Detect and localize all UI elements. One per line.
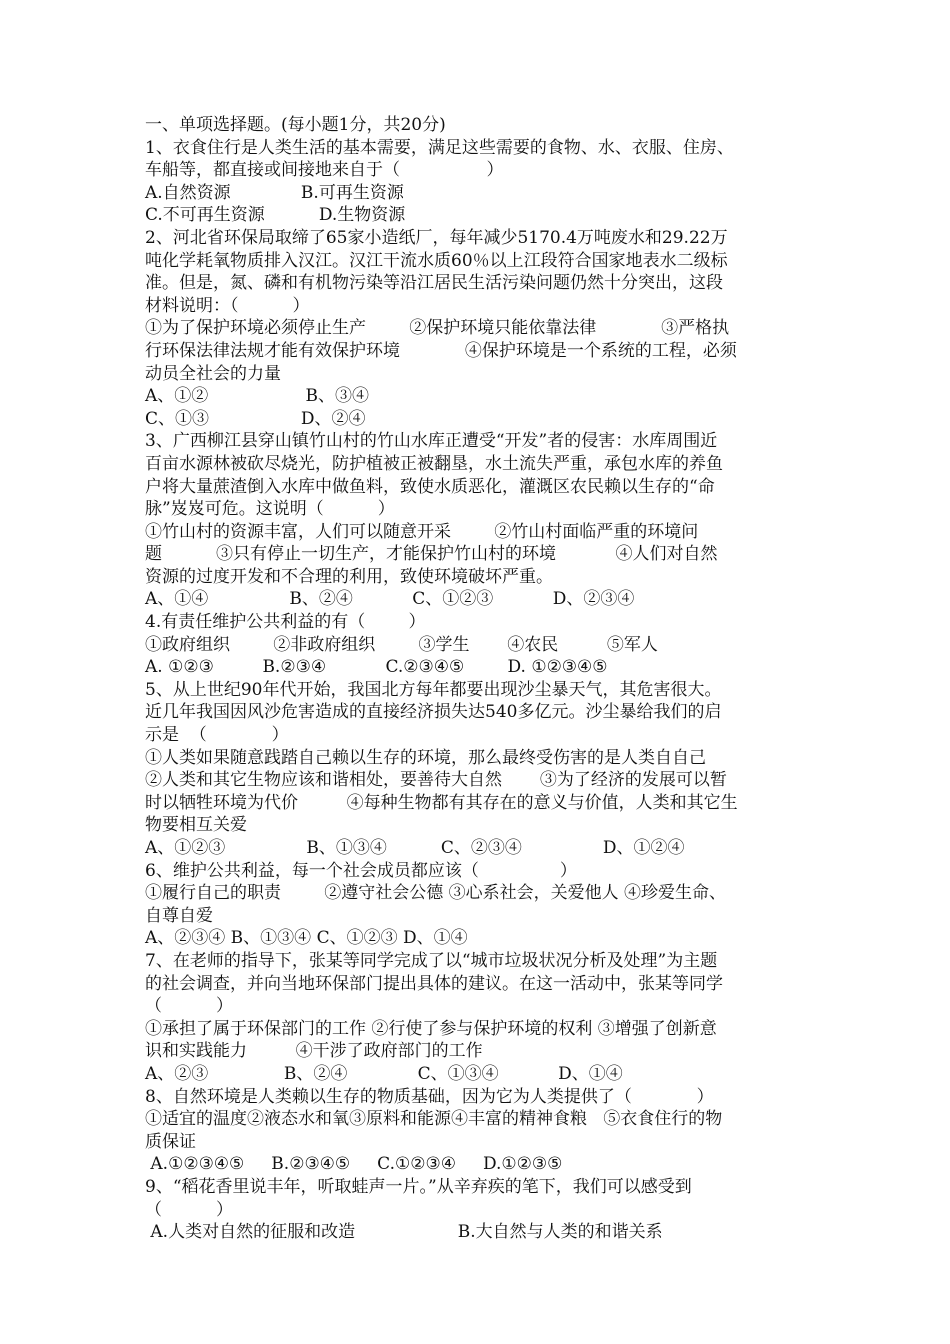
text-line: ①政府组织 ②非政府组织 ③学生 ④农民 ⑤军人 [145, 634, 658, 655]
text-line: 材料说明：（ ） [145, 295, 310, 316]
text-line: A.①②③④⑤ B.②③④⑤ C.①②③④ D.①②③⑤ [145, 1154, 563, 1175]
text-line: ①适宜的温度②液态水和氧③原料和能源④丰富的精神食粮 ⑤衣食住行的物 [145, 1109, 723, 1130]
text-line: 准。但是，氮、磷和有机物污染等沿江居民生活污染问题仍然十分突出，这段 [145, 273, 723, 294]
text-line: 行环保法律法规才能有效保护环境 ④保护环境是一个系统的工程，必须 [145, 340, 737, 361]
text-line: A、①② B、③④ [145, 386, 370, 407]
text-line: 吨化学耗氧物质排入汉江。汉江干流水质60％以上江段符合国家地表水二级标 [145, 250, 728, 271]
text-line: ①竹山村的资源丰富，人们可以随意开采 ②竹山村面临严重的环境问 [145, 521, 699, 542]
text-line: ①人类如果随意践踏自己赖以生存的环境，那么最终受伤害的是人类自自己 [145, 747, 706, 768]
text-line: 9、“稻花香里说丰年，听取蛙声一片。”从辛弃疾的笔下，我们可以感受到 [145, 1176, 692, 1197]
text-line: 脉”岌岌可危。这说明（ ） [145, 499, 395, 520]
text-line: 动员全社会的力量 [145, 363, 281, 384]
text-line: 题 ③只有停止一切生产，才能保护竹山村的环境 ④人们对自然 [145, 544, 718, 565]
text-line: ①承担了属于环保部门的工作 ②行使了参与保护环境的权利 ③增强了创新意 [145, 1018, 717, 1039]
text-line: C、①③ D、②④ [145, 408, 366, 429]
text-line: 质保证 [145, 1131, 196, 1152]
text-line: 6、维护公共利益，每一个社会成员都应该（ ） [145, 860, 577, 881]
text-line: 户将大量蔗渣倒入水库中做鱼料，致使水质恶化，灌溉区农民赖以生存的“命 [145, 476, 715, 497]
text-line: 资源的过度开发和不合理的利用，致使环境破坏严重。 [145, 566, 553, 587]
text-line: A、①②③ B、①③④ C、②③④ D、①②④ [145, 838, 685, 858]
text-line: 示是 （ ） [145, 725, 289, 746]
text-line: 1、衣食住行是人类生活的基本需要，满足这些需要的食物、水、衣服、住房、 [145, 137, 734, 158]
text-line: ②人类和其它生物应该和谐相处，要善待大自然 ③为了经济的发展可以暂 [145, 770, 727, 791]
text-line: ①为了保护环境必须停止生产 ②保护环境只能依靠法律 ③严格执 [145, 318, 730, 339]
text-line: 识和实践能力 ④干涉了政府部门的工作 [145, 1041, 483, 1062]
text-line: 的社会调查，并向当地环保部门提出具体的建议。在这一活动中，张某等同学 [145, 973, 723, 994]
text-line: （ ） [145, 1199, 234, 1220]
text-line: A、①④ B、②④ C、①②③ D、②③④ [145, 589, 635, 610]
text-line: 3、广西柳江县穿山镇竹山村的竹山水库正遭受“开发”者的侵害：水库周围近 [145, 431, 718, 452]
text-line: A.人类对自然的征服和改造 B.大自然与人类的和谐关系 [145, 1222, 663, 1243]
text-line: A、②③④ B、①③④ C、①②③ D、①④ [145, 928, 468, 949]
text-line: ①履行自己的职责 ②遵守社会公德 ③心系社会，关爱他人 ④珍爱生命、 [145, 883, 727, 904]
text-line: A、②③ B、②④ C、①③④ D、①④ [145, 1063, 623, 1084]
text-line: C.不可再生资源 D.生物资源 [145, 205, 406, 226]
text-line: 4.有责任维护公共利益的有（ ） [145, 612, 426, 633]
text-line: 百亩水源林被砍尽烧光，防护植被正被翻垦，水土流失严重，承包水库的养鱼 [145, 453, 723, 474]
text-line: 近几年我国因风沙危害造成的直接经济损失达540多亿元。沙尘暴给我们的启 [145, 702, 722, 723]
text-line: 自尊自爱 [145, 905, 213, 926]
text-line: 7、在老师的指导下，张某等同学完成了以“城市垃圾状况分析及处理”为主题 [145, 950, 718, 971]
text-line: 一、单项选择题。(每小题1分，共20分) [145, 115, 446, 135]
text-line: 8、自然环境是人类赖以生存的物质基础，因为它为人类提供了（ ） [145, 1086, 714, 1107]
exam-text-body [145, 114, 815, 1244]
text-line: 时以牺牲环境为代价 ④每种生物都有其存在的意义与价值，人类和其它生 [145, 792, 738, 813]
text-line: A.自然资源 B.可再生资源 [145, 182, 404, 203]
text-line: 车船等，都直接或间接地来自于（ ） [145, 160, 504, 181]
text-line: 物要相互关爱 [145, 815, 247, 836]
text-line: 5、从上世纪90年代开始，我国北方每年都要出现沙尘暴天气，其危害很大。 [145, 679, 722, 700]
text-line: （ ） [145, 996, 234, 1017]
text-line: A. ①②③ B.②③④ C.②③④⑤ D. ①②③④⑤ [145, 657, 608, 678]
text-line: 2、河北省环保局取缔了65家小造纸厂，每年减少5170.4万吨废水和29.22万 [145, 227, 728, 248]
